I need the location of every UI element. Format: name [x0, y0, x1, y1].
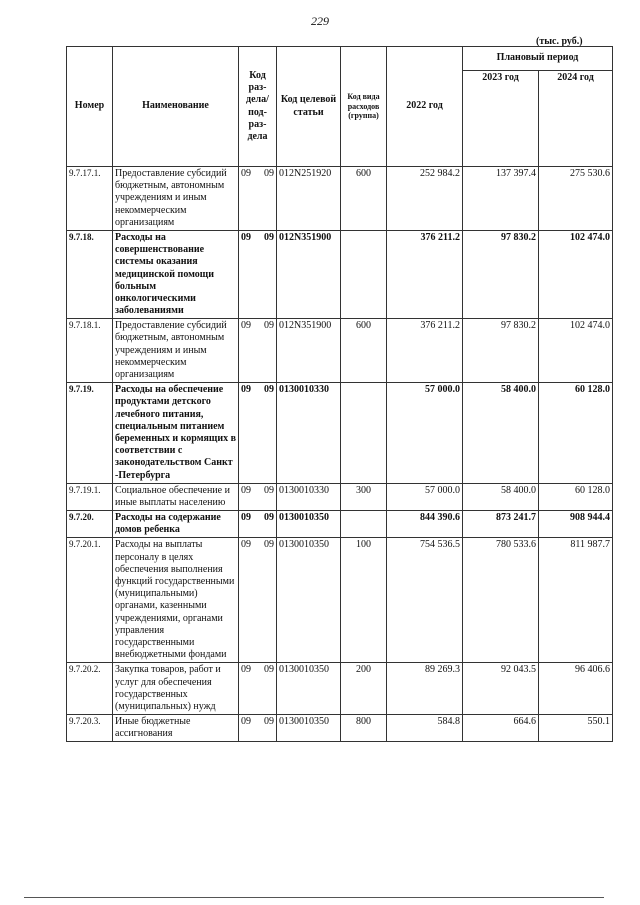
- row-value-2024: 102 474.0: [539, 230, 613, 318]
- row-value-2023: 58 400.0: [463, 383, 539, 484]
- row-target-code: 0130010350: [277, 511, 341, 538]
- header-number: Номер: [67, 47, 113, 167]
- row-sec1: 09: [241, 484, 251, 496]
- row-sec1: 09: [241, 231, 251, 243]
- row-value-2023: 97 830.2: [463, 230, 539, 318]
- row-value-2022: 754 536.5: [387, 538, 463, 663]
- row-sec2: 09: [264, 384, 274, 396]
- row-number: 9.7.20.3.: [67, 715, 113, 742]
- row-name: Предоставление субсидий бюджетным, автономным учреждениям и иным некоммерческим организациям: [113, 319, 239, 383]
- row-sec2: 09: [264, 716, 274, 728]
- table-row: [67, 663, 613, 715]
- row-sec2: 09: [264, 320, 274, 332]
- row-expense-type: [341, 230, 387, 318]
- row-expense-type: 100: [341, 538, 387, 663]
- row-value-2024: 60 128.0: [539, 483, 613, 510]
- header-target-code: Код целевой статьи: [277, 47, 341, 167]
- row-value-2024: 60 128.0: [539, 383, 613, 484]
- row-number: 9.7.20.2.: [67, 663, 113, 715]
- row-number: 9.7.18.1.: [67, 319, 113, 383]
- row-sec2: 09: [264, 539, 274, 551]
- row-sec2: 09: [264, 664, 274, 676]
- row-sec1: 09: [241, 168, 251, 179]
- row-expense-type: 600: [341, 167, 387, 231]
- row-value-2023: 92 043.5: [463, 663, 539, 715]
- row-target-code: 0130010350: [277, 538, 341, 663]
- row-section-code: [239, 230, 277, 318]
- row-value-2022: 57 000.0: [387, 483, 463, 510]
- row-section-code: [239, 715, 277, 742]
- row-name: Расходы на обеспечение продуктами детского лечебного питания, специальным питанием беременных и кормящих в соответствии с законодательством Санкт -Петербурга: [113, 383, 239, 484]
- row-expense-type: 600: [341, 319, 387, 383]
- row-sec2: 09: [264, 484, 274, 496]
- row-section-code: [239, 538, 277, 663]
- row-value-2023: 137 397.4: [463, 167, 539, 231]
- bottom-rule: [24, 897, 604, 898]
- row-sec2: 09: [264, 512, 274, 524]
- row-target-code: 012N351900: [277, 230, 341, 318]
- row-section-code: [239, 319, 277, 383]
- table-body: [67, 167, 613, 742]
- row-sec1: 09: [241, 664, 251, 676]
- row-target-code: 0130010350: [277, 715, 341, 742]
- row-name: Социальное обеспечение и иные выплаты населению: [113, 483, 239, 510]
- row-value-2024: 550.1: [539, 715, 613, 742]
- row-sec1: 09: [241, 384, 251, 396]
- row-name: Расходы на содержание домов ребенка: [113, 511, 239, 538]
- header-year-2022: 2022 год: [387, 47, 463, 167]
- table-row: [67, 167, 613, 231]
- header-year-2023: 2023 год: [463, 71, 539, 167]
- header-section-code: Код раз- дела/ под- раз- дела: [239, 47, 277, 167]
- row-target-code: 0130010350: [277, 663, 341, 715]
- row-value-2022: 376 211.2: [387, 319, 463, 383]
- row-target-code: 0130010330: [277, 483, 341, 510]
- row-target-code: 0130010330: [277, 383, 341, 484]
- row-value-2024: 908 944.4: [539, 511, 613, 538]
- page-number: 229: [311, 14, 329, 28]
- row-name: Расходы на выплаты персоналу в целях обеспечения выполнения функций государственными (муниципальными) органами, казенными учреждениями, органами управления государственными внебюджетными фондами: [113, 538, 239, 663]
- row-section-code: [239, 483, 277, 510]
- row-sec1: 09: [241, 320, 251, 332]
- table-row: [67, 511, 613, 538]
- row-value-2024: 811 987.7: [539, 538, 613, 663]
- row-number: 9.7.19.1.: [67, 483, 113, 510]
- row-value-2023: 97 830.2: [463, 319, 539, 383]
- units-label: (тыс. руб.): [536, 36, 583, 47]
- row-number: 9.7.20.1.: [67, 538, 113, 663]
- row-name: Иные бюджетные ассигнования: [113, 715, 239, 742]
- row-number: 9.7.18.: [67, 230, 113, 318]
- row-name: Предоставление субсидий бюджетным, автономным учреждениям и иным некоммерческим организациям: [113, 167, 239, 231]
- row-name: Расходы на совершенствование системы оказания медицинской помощи больным онкологическими заболеваниями: [113, 230, 239, 318]
- row-target-code: 012N251920: [277, 167, 341, 231]
- row-sec2: 09: [264, 168, 274, 179]
- table-header: [67, 47, 613, 167]
- row-expense-type: 300: [341, 483, 387, 510]
- table-row: [67, 383, 613, 484]
- row-number: 9.7.17.1.: [67, 167, 113, 231]
- row-section-code: [239, 383, 277, 484]
- header-name: Наименование: [113, 47, 239, 167]
- row-sec1: 09: [241, 716, 251, 728]
- row-sec1: 09: [241, 539, 251, 551]
- header-expense-type: Код вида расходов (группа): [341, 47, 387, 167]
- row-value-2022: 844 390.6: [387, 511, 463, 538]
- row-section-code: [239, 511, 277, 538]
- table-row: [67, 319, 613, 383]
- row-section-code: [239, 167, 277, 231]
- row-expense-type: 200: [341, 663, 387, 715]
- row-value-2022: 376 211.2: [387, 230, 463, 318]
- row-expense-type: 800: [341, 715, 387, 742]
- budget-table: [66, 46, 613, 742]
- row-sec1: 09: [241, 512, 251, 524]
- row-value-2022: 584.8: [387, 715, 463, 742]
- table-row: [67, 715, 613, 742]
- table-row: [67, 230, 613, 318]
- row-number: 9.7.20.: [67, 511, 113, 538]
- header-planning-period: Плановый период: [463, 47, 613, 71]
- row-value-2022: 57 000.0: [387, 383, 463, 484]
- row-value-2022: 89 269.3: [387, 663, 463, 715]
- header-year-2024: 2024 год: [539, 71, 613, 167]
- row-value-2023: 780 533.6: [463, 538, 539, 663]
- row-sec2: 09: [264, 231, 274, 243]
- row-target-code: 012N351900: [277, 319, 341, 383]
- table-row: [67, 483, 613, 510]
- table-row: [67, 538, 613, 663]
- row-name: Закупка товаров, работ и услуг для обеспечения государственных (муниципальных) нужд: [113, 663, 239, 715]
- row-value-2024: 102 474.0: [539, 319, 613, 383]
- row-value-2023: 58 400.0: [463, 483, 539, 510]
- row-number: 9.7.19.: [67, 383, 113, 484]
- row-expense-type: [341, 511, 387, 538]
- row-value-2022: 252 984.2: [387, 167, 463, 231]
- row-section-code: [239, 663, 277, 715]
- row-expense-type: [341, 383, 387, 484]
- row-value-2023: 664.6: [463, 715, 539, 742]
- row-value-2023: 873 241.7: [463, 511, 539, 538]
- row-value-2024: 96 406.6: [539, 663, 613, 715]
- row-value-2024: 275 530.6: [539, 167, 613, 231]
